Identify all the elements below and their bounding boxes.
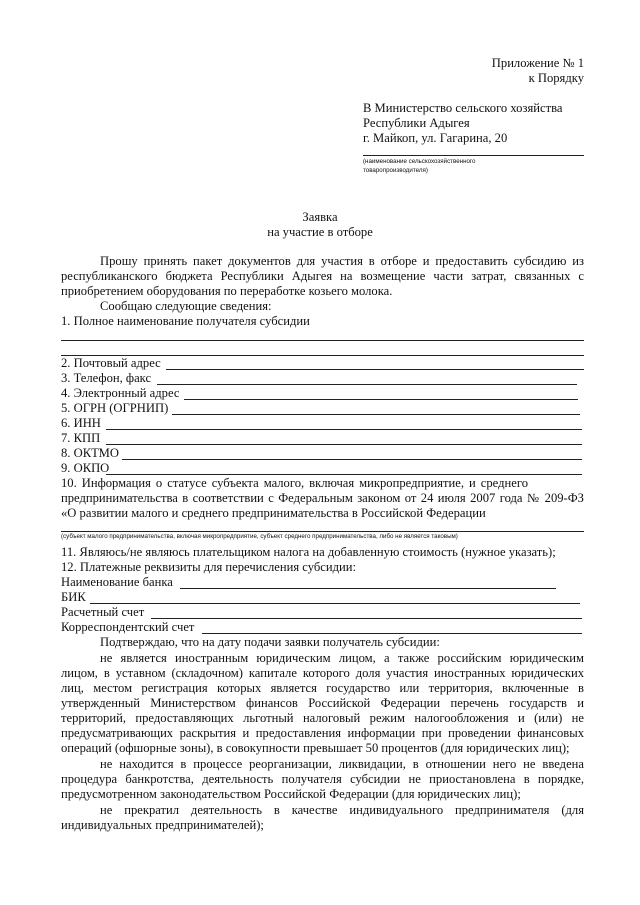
field-status-line-1: 10. Информация о статусе субъекта малого, включая микропредприятие, и среднего bbox=[61, 476, 528, 490]
field-oktmo-label: 8. ОКТМО bbox=[61, 446, 119, 460]
confirm-a-line-3: лиц, местом регистрация которых является государство или территория, включенные в bbox=[61, 681, 584, 695]
document-subtitle: на участие в отборе bbox=[267, 225, 373, 239]
field-ogrn-label: 5. ОГРН (ОГРНИП) bbox=[61, 401, 169, 415]
field-bank-name-label: Наименование банка bbox=[61, 575, 173, 589]
field-email-line[interactable] bbox=[184, 399, 578, 400]
confirm-a-line-6: предусматривающих раскрытия и предоставления информации при проведении финансовых bbox=[61, 726, 584, 740]
intro-line-4: Сообщаю следующие сведения: bbox=[100, 299, 272, 313]
field-status-line-3: «О развитии малого и среднего предпринимательства в Российской Федерации bbox=[61, 506, 486, 520]
confirm-a-line-4: утвержденный Министерством финансов Российской Федерации перечень государств и bbox=[61, 696, 584, 710]
document-title: Заявка bbox=[302, 210, 338, 224]
field-account-line[interactable] bbox=[151, 618, 582, 619]
confirm-a-line-5: территорий, предоставляющих льготный налоговый режим налогообложения и (или) не bbox=[61, 711, 584, 725]
field-okpo-line[interactable] bbox=[106, 474, 582, 475]
intro-line-1: Прошу принять пакет документов для участия в отборе и предоставить субсидию из bbox=[100, 254, 584, 268]
recipient-line-3: г. Майкоп, ул. Гагарина, 20 bbox=[363, 131, 508, 145]
field-kpp-line[interactable] bbox=[106, 444, 582, 445]
applicant-caption-2: товаропроизводителя) bbox=[363, 167, 428, 174]
appendix-order: к Порядку bbox=[528, 71, 584, 85]
field-full-name-label: 1. Полное наименование получателя субсидии bbox=[61, 314, 310, 328]
field-oktmo-line[interactable] bbox=[122, 459, 582, 460]
field-phone-line[interactable] bbox=[157, 384, 577, 385]
field-bank-name-line[interactable] bbox=[180, 588, 556, 589]
confirm-lead: Подтверждаю, что на дату подачи заявки получатель субсидии: bbox=[100, 635, 440, 649]
confirm-b-line-1: не находится в процессе реорганизации, ликвидации, в отношении него не введена bbox=[100, 757, 584, 771]
field-full-name-line-1[interactable] bbox=[61, 340, 584, 341]
field-status-line-2: предпринимательства в соответствии с Федеральным законом от 24 июля 2007 года № 209-ФЗ bbox=[61, 491, 584, 505]
field-kpp-label: 7. КПП bbox=[61, 431, 101, 445]
applicant-name-line[interactable] bbox=[363, 155, 584, 156]
field-vat-label: 11. Являюсь/не являюсь плательщиком налога на добавленную стоимость (нужное указать); bbox=[61, 545, 556, 559]
field-bik-line[interactable] bbox=[90, 603, 580, 604]
field-postal-label: 2. Почтовый адрес bbox=[61, 356, 161, 370]
appendix-number: Приложение № 1 bbox=[491, 56, 584, 70]
confirm-a-line-7: операций (офшорные зоны), в совокупности превышает 50 процентов (для юридических лиц); bbox=[61, 741, 570, 755]
field-email-label: 4. Электронный адрес bbox=[61, 386, 180, 400]
field-corr-account-line[interactable] bbox=[202, 633, 582, 634]
field-status-caption: (субъект малого предпринимательства, включая микропредприятие, субъект среднего предпринимательства, либо не является таковым) bbox=[61, 533, 458, 540]
field-status-answer-line[interactable] bbox=[61, 531, 584, 532]
field-account-label: Расчетный счет bbox=[61, 605, 145, 619]
confirm-a-line-1: не является иностранным юридическим лицом, а также российским юридическим bbox=[100, 651, 584, 665]
confirm-b-line-2: процедура банкротства, деятельность получателя субсидии не приостановлена в порядке, bbox=[61, 772, 584, 786]
field-bik-label: БИК bbox=[61, 590, 86, 604]
intro-line-2: республиканского бюджета Республики Адыгея на возмещение части затрат, связанных с bbox=[61, 269, 584, 283]
confirm-c-line-1: не прекратил деятельность в качестве индивидуального предпринимателя (для bbox=[100, 803, 584, 817]
field-okpo-label: 9. ОКПО bbox=[61, 461, 110, 475]
intro-line-3: приобретением оборудования по переработке козьего молока. bbox=[61, 284, 393, 298]
field-inn-line[interactable] bbox=[106, 429, 582, 430]
field-inn-label: 6. ИНН bbox=[61, 416, 101, 430]
recipient-line-2: Республики Адыгея bbox=[363, 116, 470, 130]
field-bank-details-label: 12. Платежные реквизиты для перечисления субсидии: bbox=[61, 560, 356, 574]
field-ogrn-line[interactable] bbox=[172, 414, 580, 415]
recipient-line-1: В Министерство сельского хозяйства bbox=[363, 101, 563, 115]
confirm-c-line-2: индивидуальных предпринимателей); bbox=[61, 818, 264, 832]
field-phone-label: 3. Телефон, факс bbox=[61, 371, 152, 385]
applicant-caption-1: (наименование сельскохозяйственного bbox=[363, 158, 476, 165]
confirm-b-line-3: предусмотренном законодательством Российской Федерации (для юридических лиц); bbox=[61, 787, 521, 801]
field-corr-account-label: Корреспондентский счет bbox=[61, 620, 195, 634]
confirm-a-line-2: лицом, в уставном (складочном) капитале которого доля участия иностранных юридических bbox=[61, 666, 584, 680]
field-postal-line[interactable] bbox=[166, 369, 584, 370]
